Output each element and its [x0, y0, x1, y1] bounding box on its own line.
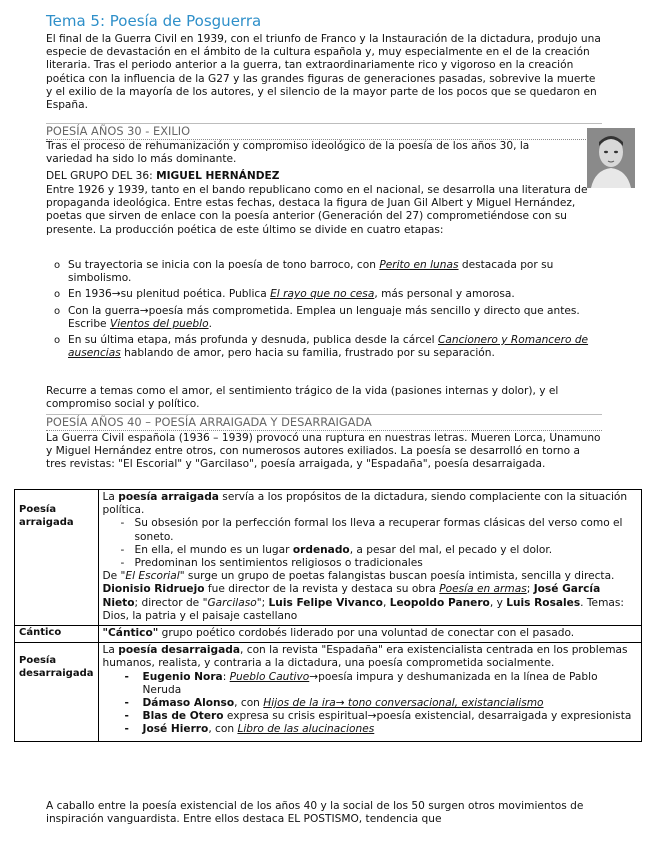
- stages-list: [46, 259, 602, 363]
- work-title: Perito en lunas: [379, 259, 459, 271]
- escorial-paragraph: De "El Escorial" surge un grupo de poetas falangistas buscan poesía intimista, sencilla y directa. Dionisio Ridruejo fue director de la revista y destaca su obra Poesía en armas; José García Nieto; director de "Garcilaso"; Luis Felipe Vivanco, Leopoldo Panero, y Luis Rosales. Temas: Dios, la patria y el paisaje castellano: [102, 570, 624, 622]
- propaganda-paragraph: Entre 1926 y 1939, tanto en el bando republicano como en el nacional, se desarrolla una literatura de propaganda ideológica. Entre estas fechas, destaca la figura de Juan Gil Albert y Miguel Hernández, poetas que sirven de enlace con la poesía anterior (Generación del 27) comprometiéndose con su presente. La producción poética de este último se divide en cuatro etapas:: [46, 184, 588, 236]
- author-item: - Eugenio Nora: Pueblo Cautivo→poesía impura y deshumanizada en la línea de Pablo Neruda: [125, 671, 638, 697]
- work-title: Vientos del pueblo: [109, 317, 209, 330]
- stage-item: o Con la guerra→poesía más comprometida. Emplea un lenguaje más sencillo y directo que antes. Escribe Vientos del pueblo.: [46, 305, 602, 331]
- stage-item: o Su trayectoria se inicia con la poesía de tono barroco, con Perito en lunas destacada por su simbolismo.: [46, 259, 602, 285]
- grupo-36-line: [46, 170, 602, 183]
- stage-item: o En 1936→su plenitud poética. Publica El rayo que no cesa, más personal y amorosa.: [46, 288, 602, 301]
- grupo-36-name: MIGUEL HERNÁNDEZ: [156, 170, 280, 182]
- work-title: El rayo que no cesa: [270, 288, 375, 301]
- row-label: Poesía desarraigada: [15, 643, 99, 741]
- row-label: Cántico: [15, 626, 99, 643]
- author-item: - Dámaso Alonso, con Hijos de la ira→ tono conversacional, existancialismo: [125, 697, 638, 710]
- list-item: - Su obsesión por la perfección formal los lleva a recuperar formas clásicas del verso como el soneto.: [121, 517, 638, 543]
- author-item: - Blas de Otero expresa su crisis espiritual→poesía existencial, desarraigada y expresionista: [125, 710, 638, 723]
- cantico-cell: "Cántico" grupo poético cordobés liderado por una voluntad de conectar con el pasado.: [98, 626, 642, 643]
- postismo-paragraph: A caballo entre la poesía existencial de los años 40 y la social de los 50 surgen otros movimientos de inspiración vanguardista. Entre ellos destaca EL POSTISMO, tendencia que: [46, 800, 584, 826]
- table-row-cantico: [15, 626, 642, 643]
- row-label: Poesía arraigada: [15, 490, 99, 626]
- grupo-36-label: DEL GRUPO DEL 36:: [46, 170, 157, 182]
- table-row-arraigada: [15, 490, 642, 626]
- poetry-table: [14, 489, 642, 742]
- arraigada-cell: La poesía arraigada servía a los propósitos de la dictadura, siendo complaciente con la situación política. - Su obsesión por la perfección formal los lleva a recuperar formas clásicas del verso como el soneto. - En ella, el mundo es un lugar ordenado, a pesar del mal, el pecado y el dolor. - Predominan los sentimientos religiosos o tradicionales De "El Escorial" surge un grupo de poetas falangistas buscan poesía intimista, sencilla y directa. Dionisio Ridruejo fue director de la revista y destaca su obra Poesía en armas; José García Nieto; director de "Garcilaso"; Luis Felipe Vivanco, Leopoldo Panero, y Luis Rosales. Temas: Dios, la patria y el paisaje castellano: [98, 490, 642, 626]
- desarraigada-cell: La poesía desarraigada, con la revista "Espadaña" era existencialista centrada en los problemas humanos, realista, y contraria a la dictadura, una poesía comprometida socialmente. - Eugenio Nora: Pueblo Cautivo→poesía impura y deshumanizada en la línea de Pablo Neruda - Dámaso Alonso, con Hijos de la ira→ tono conversacional, existancialismo - Blas de Otero expresa su crisis espiritual→poesía existencial, desarraigada y expresionista - José Hierro, con Libro de las alucinaciones: [98, 643, 642, 741]
- list-item: - Predominan los sentimientos religiosos o tradicionales: [121, 557, 638, 570]
- author-item: - José Hierro, con Libro de las alucinaciones: [125, 723, 638, 736]
- temas-paragraph: Recurre a temas como el amor, el sentimiento trágico de la vida (pasiones internas y dolor), y el compromiso social y político.: [46, 385, 559, 411]
- section-heading-anos40: POESÍA AÑOS 40 – POESÍA ARRAIGADA Y DESARRAIGADA: [46, 414, 602, 431]
- guerra-paragraph: La Guerra Civil española (1936 – 1939) provocó una ruptura en nuestras letras. Mueren Lorca, Unamuno y Miguel Hernández entre otros, con numerosos autores exiliados. La poesía se desarrolló en torno a tres revistas: "El Escorial" y "Garcilaso", poesía arraigada, y "Espadaña", poesía desarraigada.: [46, 432, 601, 471]
- intro-paragraph: El final de la Guerra Civil en 1939, con el triunfo de Franco y la Instauración de la dictadura, produjo una especie de devastación en el ámbito de la cultura española y, muy especialmente en el de la creación literaria. Tras el periodo anterior a la guerra, tan extraordinariamente rico y vigoroso en la creación poética con la influencia de la G27 y las grandes figuras de generaciones pasadas, sobrevive la muerte y el exilio de la mayoría de los autores, y el silencio de la mayor parte de los pocos que se quedaron en España.: [46, 33, 601, 112]
- list-item: - En ella, el mundo es un lugar ordenado, a pesar del mal, el pecado y el dolor.: [121, 544, 638, 557]
- work-title: Cancionero y Romancero de ausencias: [68, 334, 589, 360]
- table-row-desarraigada: [15, 643, 642, 741]
- exilio-intro: Tras el proceso de rehumanización y compromiso ideológico de la poesía de los años 30, la variedad ha sido lo más dominante.: [46, 140, 530, 166]
- section-heading-exilio: POESÍA AÑOS 30 - EXILIO: [46, 123, 602, 140]
- page-title: Tema 5: Poesía de Posguerra: [46, 12, 262, 30]
- stage-item: o En su última etapa, más profunda y desnuda, publica desde la cárcel Cancionero y Romancero de ausencias hablando de amor, pero hacia su familia, frustrado por su separación.: [46, 334, 602, 360]
